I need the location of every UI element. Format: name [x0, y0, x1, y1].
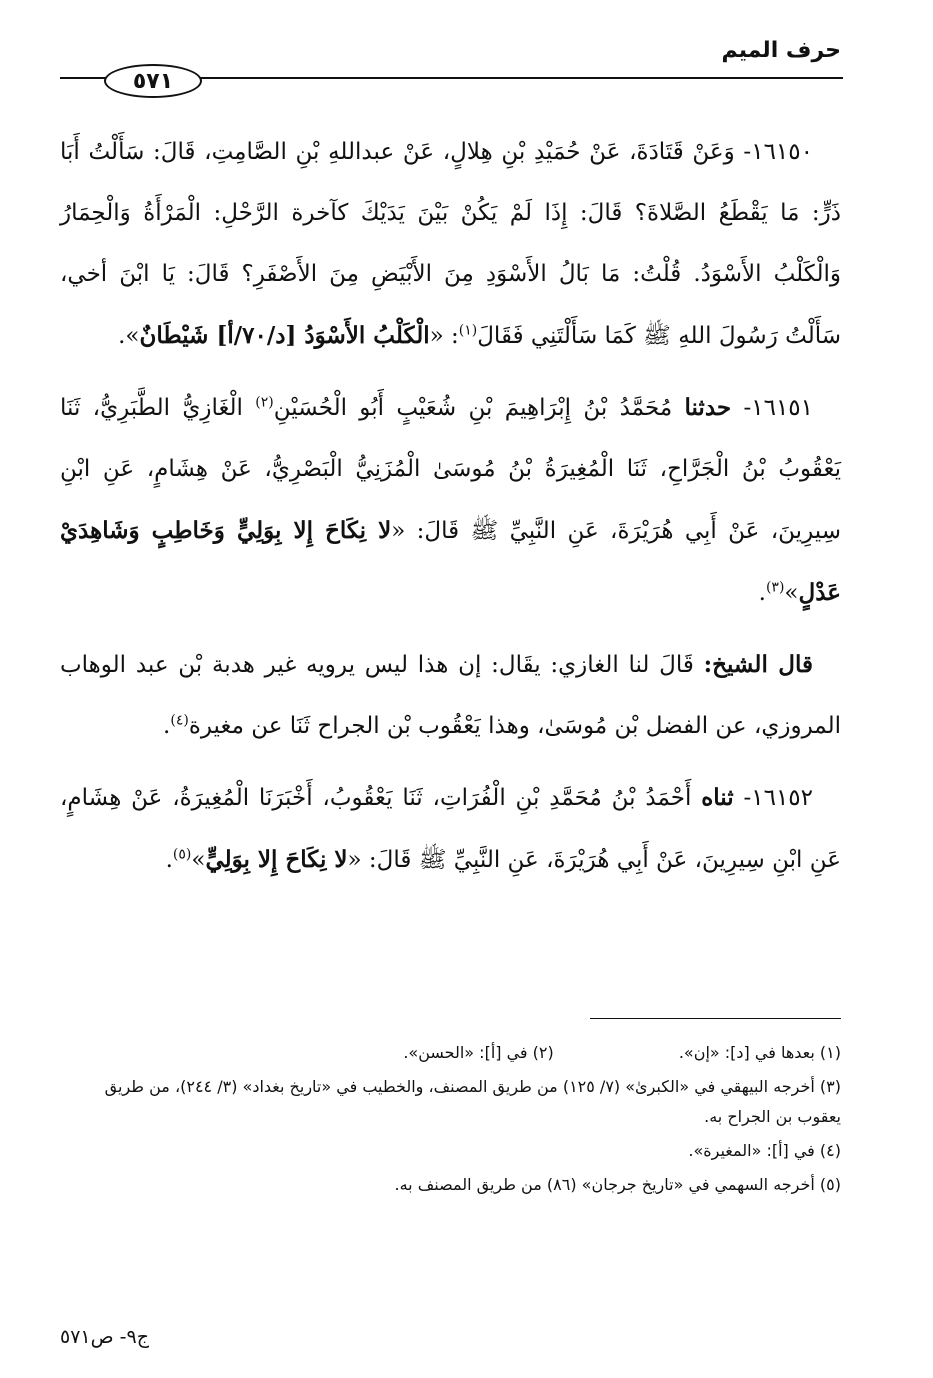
- hadith-lead: ثناه: [701, 784, 734, 811]
- hadith-text-2: الْغَازِيُّ الطَّبَرِيُّ، ثَنَا يَعْقُوبُ بْنُ الْجَرَّاحِ، ثَنَا الْمُغِيرَةُ بْنُ مُوسَىٰ الْمُزَنِيُّ الْبَصْرِيُّ، عَنْ هِشَامٍ، عَنِ ابْنِ سِيرِينَ، عَنْ أَبِي هُرَيْرَةَ، عَنِ النَّبِيِّ ﷺ قَالَ: «: [60, 395, 841, 544]
- text-end: »: [784, 580, 799, 606]
- volume-page-ref: ج٩- ص٥٧١: [60, 1326, 149, 1348]
- text-connector: : «: [429, 323, 459, 349]
- footnote-ref-1: (١): [458, 322, 478, 339]
- hadith-matn: لا نِكَاحَ إِلا بِوَلِيٍّ: [205, 846, 348, 873]
- hadith-text: مُحَمَّدُ بْنُ إِبْرَاهِيمَ بْنِ شُعَيْبٍ أَبُو الْحُسَيْنِ: [273, 395, 673, 421]
- text-end-2: .: [165, 847, 173, 873]
- text-end: ».: [118, 323, 140, 349]
- footnote-ref-2: (٢): [255, 394, 274, 411]
- page-number: ٥٧١: [104, 64, 202, 98]
- footnote-1: (١) بعدها في [د]: «إن».: [678, 1043, 841, 1062]
- hadith-16152: [60, 767, 841, 891]
- footnote-5: (٥) أخرجه السهمي في «تاريخ جرجان» (٨٦) من طريق المصنف به.: [394, 1175, 841, 1194]
- hadith-number: ١٦١٥٢-: [743, 785, 814, 811]
- footnote-ref-3: (٣): [765, 579, 785, 596]
- text-end-2: .: [758, 580, 766, 606]
- hadith-16151: [60, 377, 841, 624]
- hadith-matn: الْكَلْبُ الأَسْوَدُ [د/٧٠/أ] شَيْطَانٌ: [139, 322, 430, 349]
- footnote-2: (٢) في [أ]: «الحسن».: [403, 1043, 554, 1062]
- footnote-ref-4: (٤): [170, 712, 189, 729]
- hadith-16150: [60, 122, 841, 367]
- footnote-3: (٣) أخرجه البيهقي في «الكبرىٰ» (٧/ ١٢٥) من طريق المصنف، والخطيب في «تاريخ بغداد» (٣/ ٢٤٤)، من طريق يعقوب بن الجراح به.: [104, 1077, 841, 1126]
- running-title: حرف الميم: [721, 38, 841, 63]
- hadith-text: أَحْمَدُ بْنُ مُحَمَّدِ بْنِ الْفُرَاتِ، ثَنَا يَعْقُوبُ، أَخْبَرَنَا الْمُغِيرَةُ، عَنْ هِشَامٍ، عَنِ ابْنِ سِيرِينَ، عَنْ أَبِي هُرَيْرَةَ، عَنِ النَّبِيِّ ﷺ قَالَ: «: [60, 785, 841, 873]
- comment-lead: قال الشيخ:: [703, 651, 813, 678]
- text-end: »: [191, 847, 206, 873]
- footnotes: [60, 1038, 841, 1204]
- main-text: [60, 122, 841, 901]
- footnote-ref-5: (٥): [172, 846, 192, 863]
- hadith-text: ١٦١٥٠- وَعَنْ قَتَادَةَ، عَنْ حُمَيْدِ بْنِ هِلالٍ، عَنْ عبداللهِ بْنِ الصَّامِتِ، قَالَ: سَأَلْتُ أَبَا ذَرٍّ: مَا يَقْطَعُ الصَّلاةَ؟ قَالَ: إِذَا لَمْ يَكُنْ بَيْنَ يَدَيْكَ كآخرة الرَّحْلِ: الْمَرْأَةُ وَالْحِمَارُ وَالْكَلْبُ الأَسْوَدُ. قُلْتُ: مَا بَالُ الأَسْوَدِ مِنَ الأَبْيَضِ مِنَ الأَصْفَرِ؟ قَالَ: يَا ابْنَ أخي، سَأَلْتُ رَسُولَ اللهِ ﷺ كَمَا سَأَلْتَنِي فَقَالَ: [60, 139, 841, 349]
- footnote-separator: [590, 1018, 841, 1019]
- footnote-4: (٤) في [أ]: «المغيرة».: [688, 1141, 841, 1160]
- comment-text: قَالَ لنا الغازي: يقَال: إن هذا ليس يرويه غير هدبة بْن عبد الوهاب المروزي، عن الفضل بْن مُوسَىٰ، وهذا يَعْقُوب بْن الجراح ثَنَا عن مغيرة: [60, 652, 841, 739]
- hadith-matn: لا نِكَاحَ إِلا بِوَلِيٍّ وَخَاطِبٍ وَشَاهِدَيْ عَدْلٍ: [60, 517, 841, 606]
- footnote-row-1-2: [60, 1038, 841, 1068]
- hadith-number: ١٦١٥١-: [743, 395, 814, 421]
- hadith-lead: حدثنا: [684, 394, 732, 421]
- text-end: .: [163, 713, 171, 739]
- shaykh-comment: [60, 634, 841, 757]
